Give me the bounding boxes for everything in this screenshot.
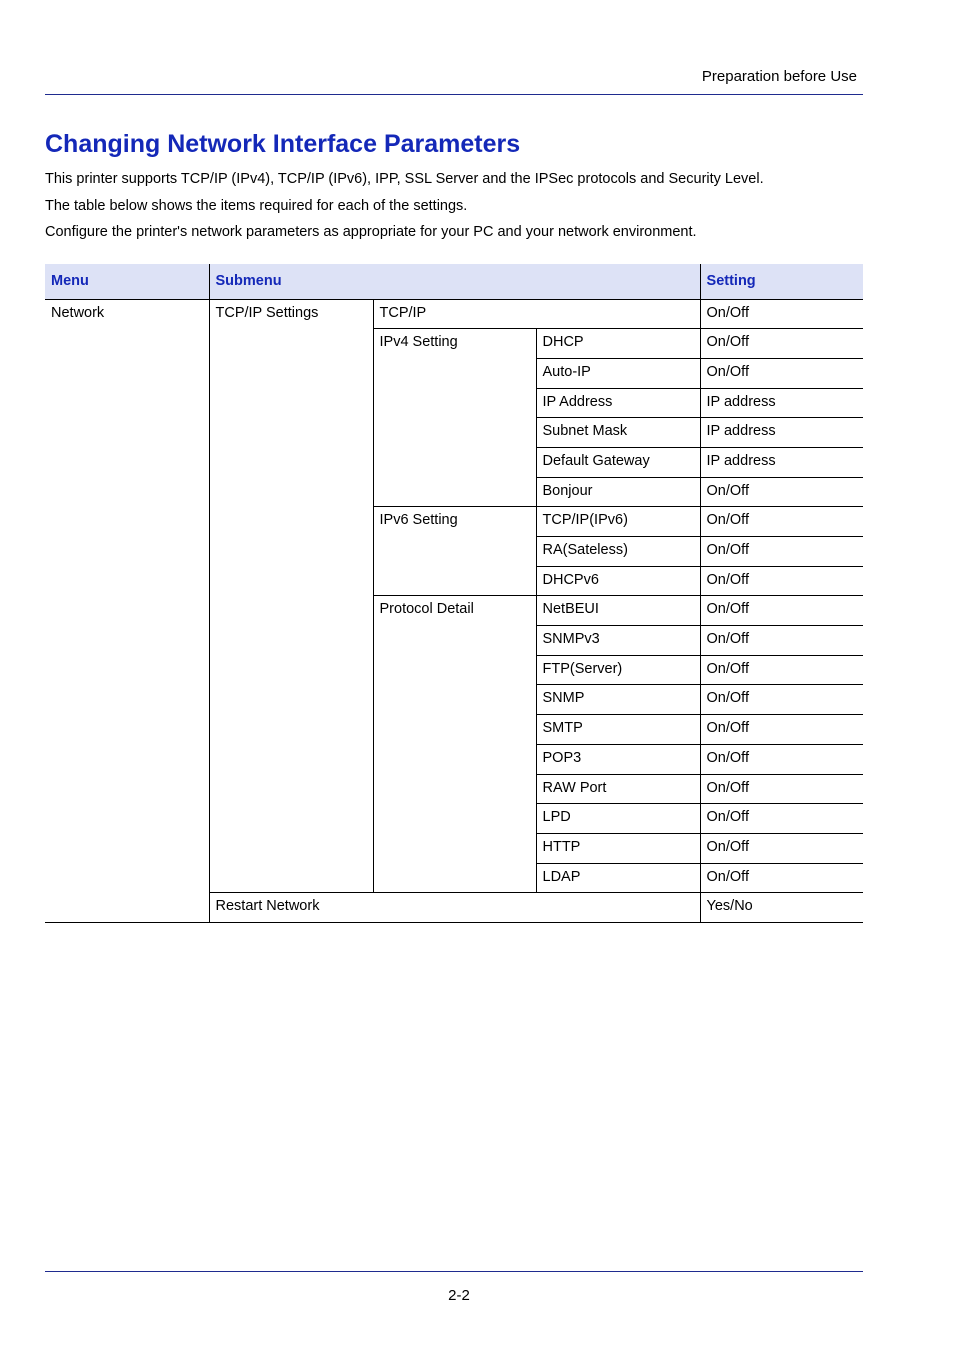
- item-cell: DHCP: [536, 329, 700, 359]
- intro-text: [45, 170, 875, 250]
- item-cell: SNMPv3: [536, 626, 700, 656]
- setting-cell: On/Off: [700, 537, 863, 567]
- setting-cell: On/Off: [700, 804, 863, 834]
- intro-paragraph: The table below shows the items required for each of the settings.: [45, 197, 468, 214]
- item-cell: Subnet Mask: [536, 418, 700, 448]
- item-cell: IP Address: [536, 388, 700, 418]
- setting-cell: On/Off: [700, 299, 863, 329]
- setting-cell: On/Off: [700, 329, 863, 359]
- setting-cell: On/Off: [700, 358, 863, 388]
- footer-divider: [45, 1271, 863, 1272]
- setting-cell: On/Off: [700, 863, 863, 893]
- item-cell: FTP(Server): [536, 655, 700, 685]
- page-title: Changing Network Interface Parameters: [45, 130, 521, 158]
- item-cell: DHCPv6: [536, 566, 700, 596]
- item-cell: LDAP: [536, 863, 700, 893]
- setting-cell: On/Off: [700, 626, 863, 656]
- setting-cell: IP address: [700, 388, 863, 418]
- item-cell: SMTP: [536, 715, 700, 745]
- item-cell: LPD: [536, 804, 700, 834]
- intro-paragraph: This printer supports TCP/IP (IPv4), TCP/IP (IPv6), IPP, SSL Server and the IPSec protocols and Security Level.: [45, 171, 764, 187]
- item-cell: RAW Port: [536, 774, 700, 804]
- item-cell: SNMP: [536, 685, 700, 715]
- item-cell: TCP/IP(IPv6): [536, 507, 700, 537]
- item-cell: HTTP: [536, 833, 700, 863]
- setting-cell: On/Off: [700, 566, 863, 596]
- submenu-cell: Restart Network: [209, 893, 700, 923]
- menu-cell: Network: [45, 299, 209, 922]
- setting-cell: On/Off: [700, 507, 863, 537]
- column-header-menu: Menu: [45, 264, 209, 299]
- column-header-setting: Setting: [700, 264, 863, 299]
- item-cell: RA(Sateless): [536, 537, 700, 567]
- setting-cell: On/Off: [700, 596, 863, 626]
- table-header-row: [45, 264, 863, 299]
- setting-cell: IP address: [700, 447, 863, 477]
- intro-paragraph: Configure the printer's network parameters as appropriate for your PC and your network environment.: [45, 224, 697, 240]
- page-number: 2-2: [448, 1287, 470, 1304]
- item-cell: NetBEUI: [536, 596, 700, 626]
- item-cell: Default Gateway: [536, 447, 700, 477]
- setting-cell: On/Off: [700, 685, 863, 715]
- setting-cell: On/Off: [700, 833, 863, 863]
- item-cell: Auto-IP: [536, 358, 700, 388]
- setting-cell: On/Off: [700, 477, 863, 507]
- column-header-submenu: Submenu: [209, 264, 700, 299]
- item-cell: POP3: [536, 744, 700, 774]
- header-divider: [45, 94, 863, 95]
- running-header: Preparation before Use: [701, 68, 857, 85]
- setting-cell: Yes/No: [700, 893, 863, 923]
- submenu-cell: TCP/IP Settings: [209, 299, 373, 893]
- setting-cell: On/Off: [700, 655, 863, 685]
- item-cell: Bonjour: [536, 477, 700, 507]
- setting-cell: On/Off: [700, 715, 863, 745]
- setting-cell: On/Off: [700, 744, 863, 774]
- group-cell: IPv6 Setting: [373, 507, 536, 596]
- setting-cell: IP address: [700, 418, 863, 448]
- item-cell: TCP/IP: [373, 299, 700, 329]
- group-cell: IPv4 Setting: [373, 329, 536, 507]
- network-settings-table: [45, 264, 863, 923]
- setting-cell: On/Off: [700, 774, 863, 804]
- table-row: [45, 299, 863, 329]
- group-cell: Protocol Detail: [373, 596, 536, 893]
